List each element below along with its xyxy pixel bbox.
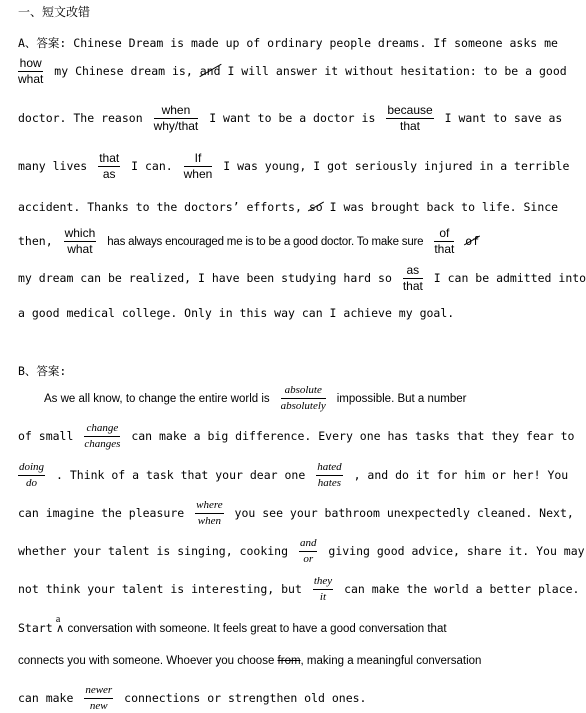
b-text: connections or strengthen old ones. — [124, 691, 367, 705]
a-line-1 — [18, 36, 558, 50]
a-line-6 — [18, 227, 544, 256]
a-text: many lives — [18, 159, 88, 173]
a-text: my dream can be realized, I have been studying hard so — [18, 271, 392, 285]
correction: $\frac{\text{absolute}}{\text{absolutely}}$ — [280, 384, 326, 412]
a-text: I can. — [131, 159, 173, 173]
correction: $\frac{\text{because}}{\text{that}}$ — [387, 103, 433, 133]
b-text: can imagine the pleasure — [18, 506, 185, 520]
b-text: As we all know, to change the entire world is — [44, 393, 270, 405]
b-text: whether your talent is singing, cooking — [18, 544, 289, 558]
b-line-6 — [18, 575, 580, 604]
b-label: B、答案: — [18, 364, 67, 378]
correction: $\frac{\text{when}}{\text{why/that}}$ — [153, 103, 199, 133]
b-text: , making a meaningful conversation — [300, 655, 482, 667]
a-label: A、答案: — [18, 36, 67, 50]
a-line-4 — [18, 151, 570, 181]
correction: $\frac{\text{that}}{as}$ — [99, 151, 120, 181]
b-text: conversation with someone. It feels great to have a good conversation that — [67, 623, 447, 635]
b-text: . Think of a task that your dear one — [56, 468, 306, 482]
b-line-9 — [18, 684, 544, 713]
a-text: has always encouraged me is to be a good doctor. To make sure — [107, 236, 424, 248]
a-text: I can be admitted into — [433, 271, 586, 285]
a-text: I was brought back to life. Since — [329, 200, 559, 214]
b-text: not think your talent is interesting, but — [18, 582, 302, 596]
b-text: connects you with someone. Whoever you choose — [18, 655, 275, 667]
b-text: Start — [18, 621, 53, 635]
correction: $\frac{\text{hated}}{\text{hates}}$ — [317, 461, 342, 489]
a-text: I want to save as — [444, 111, 563, 125]
a-line-8: a good medical college. Only in this way can I achieve my goal. — [18, 306, 455, 320]
correction: $\frac{as}{\text{that}}$ — [402, 263, 423, 293]
correction: $\frac{\text{and}}{or}$ — [299, 537, 317, 565]
b-text: giving good advice, share it. You may — [328, 544, 585, 558]
a-text: accident. Thanks to the doctors’ efforts, — [18, 200, 302, 214]
b-text: impossible. But a number — [336, 393, 467, 405]
deletion-mark: and — [199, 64, 221, 78]
section-heading: 一、短文改错 — [18, 5, 91, 19]
b-text: can make — [18, 691, 74, 705]
a-text: then, — [18, 234, 53, 248]
correction: $\frac{\text{doing}}{do}$ — [19, 461, 45, 489]
a-line-5 — [18, 200, 559, 214]
b-text: of small — [18, 429, 74, 443]
deleted-word: from — [277, 655, 301, 667]
correction: $\frac{\text{how}}{\text{what}}$ — [18, 56, 44, 86]
b-text: , and do it for him or her! You — [353, 468, 569, 482]
deletion-mark: so — [308, 200, 323, 214]
correction: $\frac{of}{\text{that}}$ — [434, 226, 455, 256]
correction: $\frac{\text{which}}{\text{what}}$ — [64, 226, 96, 256]
b-line-8 — [18, 654, 544, 668]
insertion-mark: a ∧ — [55, 614, 65, 635]
a-text: I want to be a doctor is — [209, 111, 376, 125]
b-line-3 — [18, 461, 569, 490]
b-text: can make the world a better place. — [344, 582, 580, 596]
a-text: my Chinese dream is, — [54, 64, 193, 78]
b-text: you see your bathroom unexpectedly cleaned. Next, — [234, 506, 574, 520]
correction: $\frac{If}{\text{when}}$ — [183, 151, 213, 181]
b-text: can make a big difference. Every one has tasks that they fear to — [131, 429, 575, 443]
a-text: I was young, I got seriously injured in a terrible — [223, 159, 570, 173]
a-text: I will answer it without hesitation: to be a good — [227, 64, 567, 78]
deletion-mark: of — [465, 234, 480, 248]
b-line-2 — [18, 422, 575, 451]
a-line-3 — [18, 103, 563, 133]
a-text: doctor. The reason — [18, 111, 143, 125]
a-line-7 — [18, 263, 586, 293]
a-line-2 — [18, 56, 567, 86]
a-text: Chinese Dream is made up of ordinary people dreams. If someone asks me — [73, 36, 558, 50]
correction: $\frac{\text{where}}{\text{when}}$ — [196, 499, 223, 527]
correction: $\frac{\text{newer}}{\text{new}}$ — [85, 684, 113, 712]
b-line-7 — [18, 614, 544, 636]
b-line-1 — [44, 384, 544, 413]
correction: $\frac{\text{they}}{it}$ — [313, 575, 333, 603]
b-line-5 — [18, 537, 585, 566]
correction: $\frac{\text{change}}{\text{changes}}$ — [84, 422, 121, 450]
b-line-4 — [18, 499, 574, 528]
